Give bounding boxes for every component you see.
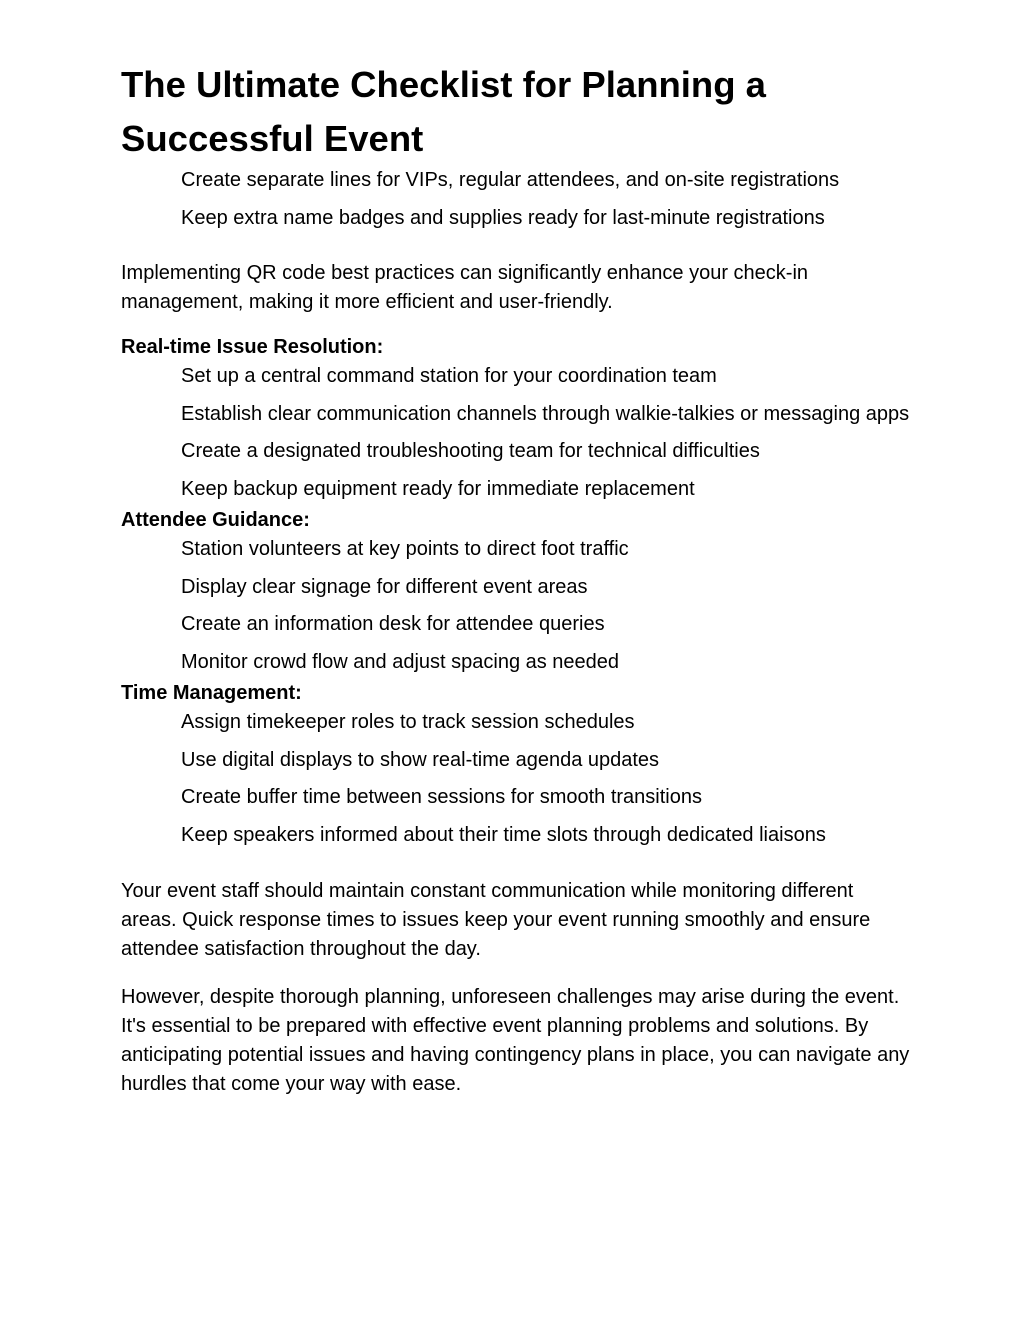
list-item: Monitor crowd flow and adjust spacing as needed — [181, 650, 620, 673]
page-title: The Ultimate Checklist for Planning a Successful Event — [121, 64, 766, 159]
paragraph-event-staff: Your event staff should maintain constant communication while monitoring different areas. Quick response times to issues keep your event running smoothly and ensure attendee satisfaction throughout the day. — [121, 880, 871, 960]
list-item: Keep speakers informed about their time slots through dedicated liaisons — [181, 823, 826, 846]
list-item: Keep extra name badges and supplies ready for last-minute registrations — [181, 206, 825, 229]
section-heading-issue-resolution: Real-time Issue Resolution: — [121, 336, 384, 358]
issue-resolution-list — [121, 358, 911, 508]
list-item: Assign timekeeper roles to track session schedules — [181, 711, 635, 733]
section-heading-time-management: Time Management: — [121, 682, 302, 704]
section-heading-attendee-guidance: Attendee Guidance: — [121, 509, 310, 531]
list-item: Create separate lines for VIPs, regular attendees, and on-site registrations — [181, 169, 840, 191]
list-item: Display clear signage for different event areas — [181, 575, 588, 598]
list-item: Station volunteers at key points to direct foot traffic — [181, 538, 629, 560]
time-management-list — [121, 704, 911, 854]
paragraph-challenges: However, despite thorough planning, unforeseen challenges may arise during the event. It's essential to be prepared with effective event planning problems and solutions. By anticipating potential issues and having contingency plans in place, you can navigate any hurdles that come your way with ease. — [121, 986, 910, 1095]
list-item: Establish clear communication channels through walkie-talkies or messaging apps — [181, 402, 910, 425]
list-item: Create a designated troubleshooting team for technical difficulties — [181, 440, 760, 462]
document-content — [121, 58, 911, 1099]
paragraph-qr-code: Implementing QR code best practices can significantly enhance your check-in management, making it more efficient and user-friendly. — [121, 262, 809, 313]
list-item: Set up a central command station for your coordination team — [181, 365, 717, 387]
list-item: Create an information desk for attendee queries — [181, 613, 605, 635]
intro-list — [121, 162, 911, 237]
list-item: Keep backup equipment ready for immediate replacement — [181, 477, 695, 500]
attendee-guidance-list — [121, 531, 911, 681]
list-item: Use digital displays to show real-time agenda updates — [181, 748, 660, 771]
list-item: Create buffer time between sessions for smooth transitions — [181, 786, 702, 808]
